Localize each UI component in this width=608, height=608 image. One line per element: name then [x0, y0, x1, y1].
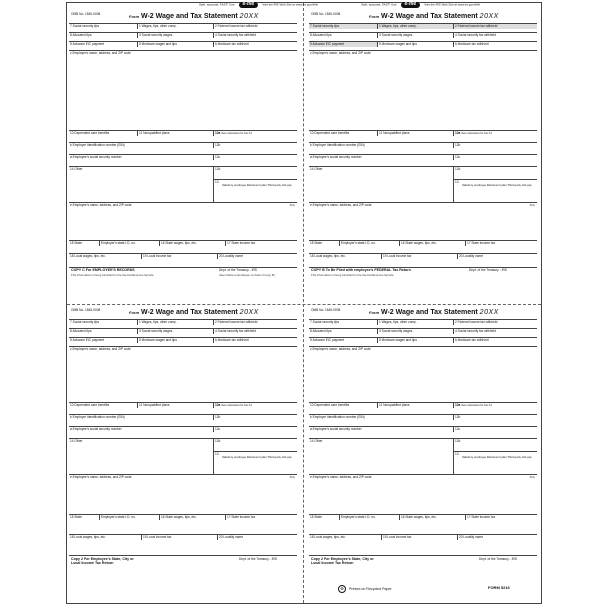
box-1[interactable]: 1 Wages, tips, other comp. [137, 24, 213, 29]
box-1[interactable]: 1 Wages, tips, other comp. [137, 320, 213, 325]
box-15b[interactable]: Employer's state I.D. no. [339, 515, 399, 520]
box-12b[interactable]: 12b [453, 415, 537, 420]
box-4[interactable]: 4 Social security tax withheld [213, 33, 297, 38]
box-15b[interactable]: Employer's state I.D. no. [99, 241, 159, 246]
box-15[interactable]: 15 State [70, 515, 82, 519]
box-12c[interactable]: 12c [453, 155, 537, 160]
box-e-employee[interactable]: e Employee's name, address, and ZIP code [70, 475, 132, 479]
box-8[interactable]: 8 Allocated tips [70, 33, 92, 37]
box-5[interactable]: 5 Medicare wages and tips [377, 338, 453, 343]
form-top-left: Safe, accurate, FAST! Use e-file Visit the IRS Web Site at www.irs.gov/efile OMB No. 1545-0008 Form W-2 Wage and Tax Statement 20XX 7 Social security tips 1 Wages, tips, other comp. 2 Federal income tax withheld 8 Allocated tips 3 Social security wages 4 Social security tax withheld 9 Advance EIC payment 5 Medicare wages and tips 6 Medicare tax withheld c Employer's name, address, and ZIP code 10 Dependent care benefits 11 Nonqualified plans 12a See instructions for box 12 b Employer identification number (EIN) 12b a Employee's social security number 12c 14 Other 12d 13 Statutory employee Retirement plan Third-party sick pay e Employee's name, address, and ZIP code 5(A) 15 State Employer's state I.D. no. 16 State wages, tips, etc. 17 State income tax 18 Local wages, tips, etc. 19 Local income tax 20 Locality name COPY C For EMPLOYEE'S RECORDS This information is being furnished to the Internal Revenue Service. Dept. of the Treasury - IRS (See Notice to Employee on back of Copy B.) [70, 1, 319, 277]
box-e-employee[interactable]: e Employee's name, address, and ZIP code [310, 203, 372, 207]
box-4[interactable]: 4 Social security tax withheld [453, 329, 537, 334]
box-4[interactable]: 4 Social security tax withheld [213, 329, 297, 334]
box-17[interactable]: 17 State income tax [465, 241, 537, 246]
box-6[interactable]: 6 Medicare tax withheld [213, 42, 297, 47]
box-3[interactable]: 3 Social security wages [377, 33, 453, 38]
efile-logo: e-file [239, 2, 259, 8]
box-9[interactable]: 9 Advance EIC payment [70, 338, 105, 342]
box-12c[interactable]: 12c [453, 427, 537, 432]
box-15[interactable]: 15 State [310, 515, 322, 519]
box-3[interactable]: 3 Social security wages [377, 329, 453, 334]
box-16[interactable]: 16 State wages, tips, etc. [159, 515, 225, 520]
box-11[interactable]: 11 Nonqualified plans [137, 131, 213, 136]
form-title: Form W-2 Wage and Tax Statement 20XX [129, 13, 259, 20]
box-9[interactable]: 9 Advance EIC payment [310, 338, 345, 342]
box-12c[interactable]: 12c [213, 427, 297, 432]
box-5[interactable]: 5 Medicare wages and tips [377, 42, 453, 47]
recycled-paper-note: ♻ Printed on Recycled Paper [338, 585, 392, 593]
dept-label: Dept. of the Treasury - IRS [479, 557, 517, 561]
box-13[interactable]: 13 Statutory employee Retirement plan Third-party sick pay [453, 451, 537, 475]
box-20[interactable]: 20 Locality name [217, 535, 297, 540]
box-15[interactable]: 15 State [70, 241, 82, 245]
box-12a[interactable]: 12a See instructions for box 12 [213, 403, 297, 408]
box-5[interactable]: 5 Medicare wages and tips [137, 338, 213, 343]
box-13[interactable]: 13 Statutory employee Retirement plan Third-party sick pay [213, 451, 297, 475]
box-12b[interactable]: 12b [213, 143, 297, 148]
box-17[interactable]: 17 State income tax [225, 515, 297, 520]
box-10[interactable]: 10 Dependent care benefits [310, 403, 350, 407]
box-6[interactable]: 6 Medicare tax withheld [213, 338, 297, 343]
form-bottom-right: OMB No. 1545-0008 Form W-2 Wage and Tax Statement 20XX 7 Social security tips 1 Wages, tips, other comp. 2 Federal income tax withheld 8 Allocated tips 3 Social security wages 4 Social security tax withheld 9 Advance EIC payment 5 Medicare wages and tips 6 Medicare tax withheld c Employer's name, address, and ZIP code 10 Dependent care benefits 11 Nonqualified plans 12a See instructions for box 12 b Employer identification number (EIN) 12b a Employee's social security number 12c 14 Other 12d 13 Statutory employee Retirement plan Third-party sick pay e Employee's name, address, and ZIP code 5(A) 15 State Employer's state I.D. no. 16 State wages, tips, etc. 17 State income tax 18 Local wages, tips, etc. 19 Local income tax 20 Locality name Copy 2 For Employee's State, City or Local Income Tax Return Dept. of the Treasury - IRS [310, 308, 535, 565]
form-title: Form W-2 Wage and Tax Statement 20XX [129, 309, 259, 316]
box-12b[interactable]: 12b [213, 415, 297, 420]
box-a-ssn[interactable]: a Employee's social security number [70, 155, 122, 159]
box-18[interactable]: 18 Local wages, tips, etc. [310, 254, 346, 258]
box-3[interactable]: 3 Social security wages [137, 329, 213, 334]
form-title: Form W-2 Wage and Tax Statement 20XX [369, 309, 499, 316]
box-a-ssn[interactable]: a Employee's social security number [310, 427, 362, 431]
box-10[interactable]: 10 Dependent care benefits [70, 403, 110, 407]
form-title: Form W-2 Wage and Tax Statement 20XX [369, 13, 499, 20]
box-19[interactable]: 19 Local income tax [381, 535, 457, 540]
box-c-employer[interactable]: c Employer's name, address, and ZIP code [70, 51, 131, 55]
omb-number: OMB No. 1545-0008 [71, 12, 101, 16]
box-13[interactable]: 13 Statutory employee Retirement plan Third-party sick pay [213, 179, 297, 203]
box-20[interactable]: 20 Locality name [217, 254, 297, 259]
box-7[interactable]: 7 Social security tips [309, 24, 377, 29]
box-3[interactable]: 3 Social security wages [137, 33, 213, 38]
box-20[interactable]: 20 Locality name [457, 535, 537, 540]
box-12d[interactable]: 12d [453, 439, 537, 451]
box-18[interactable]: 18 Local wages, tips, etc. [310, 535, 346, 539]
box-8[interactable]: 8 Allocated tips [310, 33, 332, 37]
box-17[interactable]: 17 State income tax [225, 241, 297, 246]
box-12c[interactable]: 12c [213, 155, 297, 160]
box-2[interactable]: 2 Federal income tax withheld [453, 320, 537, 325]
box-20[interactable]: 20 Locality name [457, 254, 537, 259]
form-top-right: Safe, accurate, FAST! Use e-file Visit the IRS Web Site at www.irs.gov/efile OMB No. 1545-0008 Form W-2 Wage and Tax Statement 20XX 7 Social security tips 1 Wages, tips, other comp. 2 Federal income tax withheld 8 Allocated tips 3 Social security wages 4 Social security tax withheld 9 Advance EIC payment 5 Medicare wages and tips 6 Medicare tax withheld c Employer's name, address, and ZIP code 10 Dependent care benefits 11 Nonqualified plans 12a See instructions for box 12 b Employer identification number (EIN) 12b a Employee's social security number 12c 14 Other 12d 13 Statutory employee Retirement plan Third-party sick pay e Employee's name, address, and ZIP code 5(A) 15 State Employer's state I.D. no. 16 State wages, tips, etc. 17 State income tax 18 Local wages, tips, etc. 19 Local income tax 20 Locality name COPY B To Be Filed with employee's FEDERAL Tax Return This information is being furnished to the Internal Revenue Service. Dept. of the Treasury - IRS [310, 1, 535, 277]
box-12d[interactable]: 12d [453, 167, 537, 179]
copy-label: Copy 2 For Employee's State, City or Local Income Tax Return [311, 557, 374, 565]
copy-label: COPY C For EMPLOYEE'S RECORDS [71, 268, 135, 272]
box-7[interactable]: 7 Social security tips [70, 320, 100, 324]
copy-label: COPY B To Be Filed with employee's FEDERAL Tax Return [311, 268, 411, 272]
box-12a[interactable]: 12a See instructions for box 12 [213, 131, 297, 136]
box-7[interactable]: 7 Social security tips [310, 320, 340, 324]
box-12d[interactable]: 12d [213, 167, 297, 179]
box-e-employee[interactable]: e Employee's name, address, and ZIP code [70, 203, 132, 207]
box-8[interactable]: 8 Allocated tips [310, 329, 332, 333]
box-14[interactable]: 14 Other [310, 167, 323, 171]
form-bottom-left: OMB No. 1545-0008 Form W-2 Wage and Tax Statement 20XX 7 Social security tips 1 Wages, tips, other comp. 2 Federal income tax withheld 8 Allocated tips 3 Social security wages 4 Social security tax withheld 9 Advance EIC payment 5 Medicare wages and tips 6 Medicare tax withheld c Employer's name, address, and ZIP code 10 Dependent care benefits 11 Nonqualified plans 12a See instructions for box 12 b Employer identification number (EIN) 12b a Employee's social security number 12c 14 Other 12d 13 Statutory employee Retirement plan Third-party sick pay e Employee's name, address, and ZIP code 5(A) 15 State Employer's state I.D. no. 16 State wages, tips, etc. 17 State income tax 18 Local wages, tips, etc. 19 Local income tax 20 Locality name Copy 2 For Employee's State, City or Local Income Tax Return Dept. of the Treasury - IRS [70, 308, 295, 565]
box-16[interactable]: 16 State wages, tips, etc. [399, 515, 465, 520]
box-9[interactable]: 9 Advance EIC payment [70, 42, 105, 46]
box-c-employer[interactable]: c Employer's name, address, and ZIP code [310, 51, 371, 55]
w2-form-sheet [66, 2, 542, 604]
box-a-ssn[interactable]: a Employee's social security number [310, 155, 362, 159]
efile-logo: e-file [401, 2, 421, 8]
box-b-ein[interactable]: b Employer identification number (EIN) [310, 143, 365, 147]
box-11[interactable]: 11 Nonqualified plans [377, 131, 453, 136]
horizontal-perforation [67, 304, 541, 305]
box-a-ssn[interactable]: a Employee's social security number [70, 427, 122, 431]
box-14[interactable]: 14 Other [70, 167, 83, 171]
form-number: FORM 5216 [488, 585, 510, 590]
copy-label: Copy 2 For Employee's State, City or Local Income Tax Return [71, 557, 134, 565]
recycle-icon: ♻ [338, 585, 346, 593]
box-15b[interactable]: Employer's state I.D. no. [339, 241, 399, 246]
box-2[interactable]: 2 Federal income tax withheld [453, 24, 537, 29]
box-b-ein[interactable]: b Employer identification number (EIN) [70, 143, 125, 147]
box-12a[interactable]: 12a See instructions for box 12 [453, 403, 537, 408]
box-13[interactable]: 13 Statutory employee Retirement plan Third-party sick pay [453, 179, 537, 203]
dept-label: Dept. of the Treasury - IRS [239, 557, 277, 561]
box-4[interactable]: 4 Social security tax withheld [453, 33, 537, 38]
box-11[interactable]: 11 Nonqualified plans [137, 403, 213, 408]
box-16[interactable]: 16 State wages, tips, etc. [159, 241, 225, 246]
box-15[interactable]: 15 State [310, 241, 322, 245]
box-18[interactable]: 18 Local wages, tips, etc. [70, 254, 106, 258]
efile-banner: Safe, accurate, FAST! Use e-file Visit the IRS Web Site at www.irs.gov/efile [361, 1, 481, 7]
box-c-employer[interactable]: c Employer's name, address, and ZIP code [310, 347, 371, 351]
dept-label: Dept. of the Treasury - IRS [219, 268, 257, 272]
box-17[interactable]: 17 State income tax [465, 515, 537, 520]
box-9[interactable]: 9 Advance EIC payment [309, 42, 377, 47]
box-19[interactable]: 19 Local income tax [141, 254, 217, 259]
vertical-perforation [303, 3, 304, 603]
box-12d[interactable]: 12d [213, 439, 297, 451]
box-12a[interactable]: 12a See instructions for box 12 [453, 131, 537, 136]
box-15b[interactable]: Employer's state I.D. no. [99, 515, 159, 520]
efile-banner: Safe, accurate, FAST! Use e-file Visit the IRS Web Site at www.irs.gov/efile [199, 1, 319, 7]
box-e-employee[interactable]: e Employee's name, address, and ZIP code [310, 475, 372, 479]
box-b-ein[interactable]: b Employer identification number (EIN) [310, 415, 365, 419]
box-2[interactable]: 2 Federal income tax withheld [213, 24, 297, 29]
box-11[interactable]: 11 Nonqualified plans [377, 403, 453, 408]
box-10[interactable]: 10 Dependent care benefits [310, 131, 350, 135]
box-1[interactable]: 1 Wages, tips, other comp. [377, 24, 453, 29]
box-2[interactable]: 2 Federal income tax withheld [213, 320, 297, 325]
box-7[interactable]: 7 Social security tips [70, 24, 100, 28]
box-14[interactable]: 14 Other [310, 439, 323, 443]
box-10[interactable]: 10 Dependent care benefits [70, 131, 110, 135]
box-19[interactable]: 19 Local income tax [141, 535, 217, 540]
box-5[interactable]: 5 Medicare wages and tips [137, 42, 213, 47]
box-b-ein[interactable]: b Employer identification number (EIN) [70, 415, 125, 419]
box-16[interactable]: 16 State wages, tips, etc. [399, 241, 465, 246]
box-8[interactable]: 8 Allocated tips [70, 329, 92, 333]
box-6[interactable]: 6 Medicare tax withheld [453, 338, 537, 343]
box-6[interactable]: 6 Medicare tax withheld [453, 42, 537, 47]
box-c-employer[interactable]: c Employer's name, address, and ZIP code [70, 347, 131, 351]
box-1[interactable]: 1 Wages, tips, other comp. [377, 320, 453, 325]
box-18[interactable]: 18 Local wages, tips, etc. [70, 535, 106, 539]
box-14[interactable]: 14 Other [70, 439, 83, 443]
box-19[interactable]: 19 Local income tax [381, 254, 457, 259]
box-12b[interactable]: 12b [453, 143, 537, 148]
dept-label: Dept. of the Treasury - IRS [469, 268, 507, 272]
